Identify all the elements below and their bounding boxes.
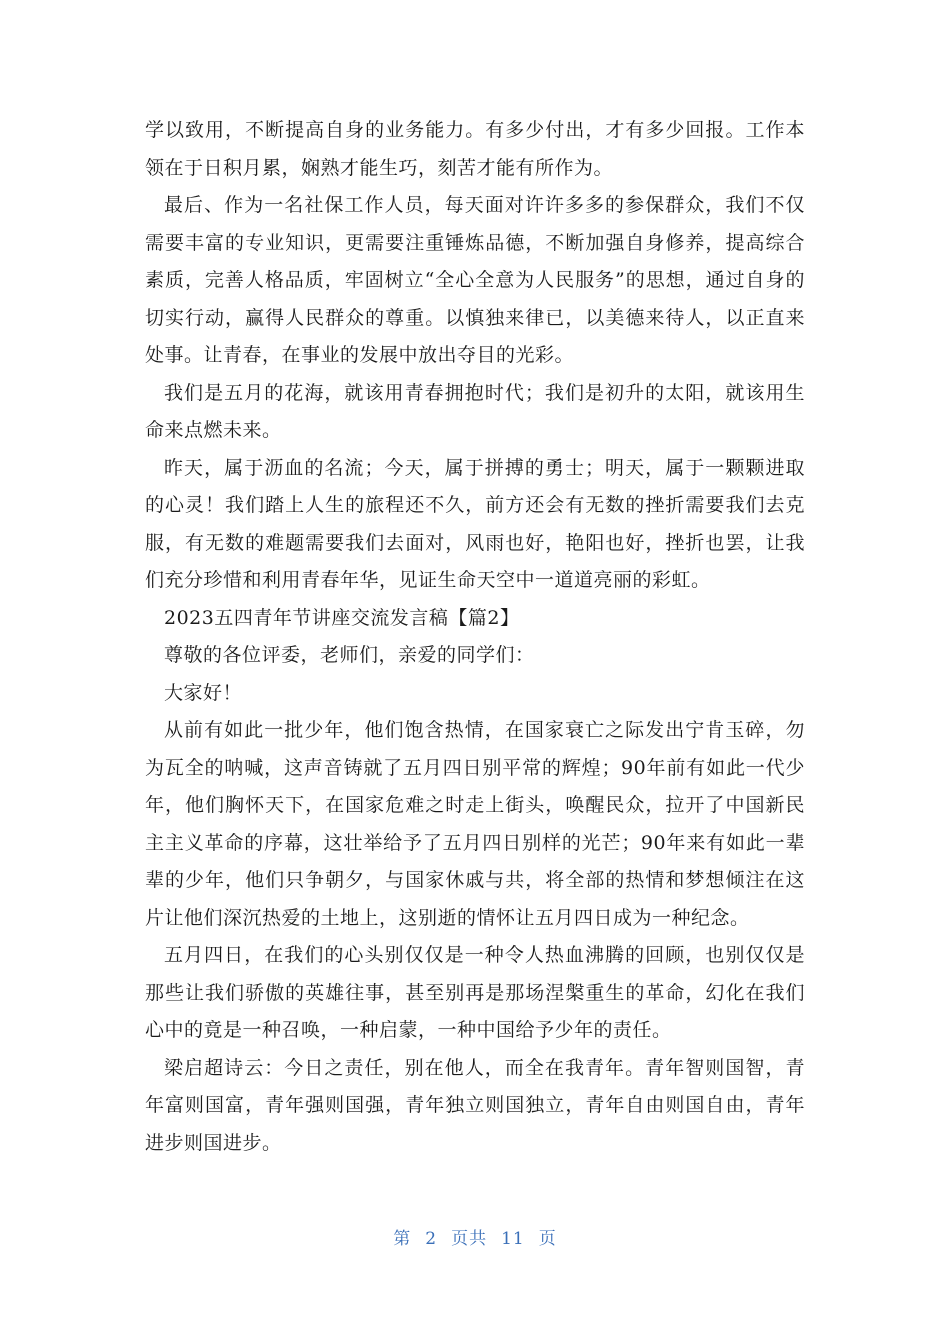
salutation: 尊敬的各位评委，老师们，亲爱的同学们： [164, 644, 535, 666]
paragraph: 昨天，属于沥血的名流；今天，属于拼搏的勇士；明天，属于一颗颗进取的心灵！我们踏上人生的旅程还不久，前方还会有无数的挫折需要我们去克服，有无数的难题需要我们去面对，风雨也好，艳阳也好，挫折也罢，让我们充分珍惜和利用青春年华，见证生命天空中一道道亮丽的彩虹。 [145, 456, 805, 591]
section-heading: 2023五四青年节讲座交流发言稿【篇2】 [164, 606, 520, 629]
paragraph: 梁启超诗云：今日之责任，别在他人，而全在我青年。青年智则国智，青年富则国富，青年强则国强，青年独立则国独立，青年自由则国自由，青年进步则国进步。 [145, 1056, 805, 1154]
footer-suffix: 页 [538, 1229, 557, 1249]
paragraph: 我们是五月的花海，就该用青春拥抱时代；我们是初升的太阳，就该用生命来点燃未来。 [145, 381, 805, 441]
paragraph: 学以致用，不断提高自身的业务能力。有多少付出，才有多少回报。工作本领在于日积月累，娴熟才能生巧，刻苦才能有所作为。 [145, 119, 805, 179]
document-body [145, 112, 805, 1162]
footer-prefix: 第 [393, 1229, 412, 1249]
footer-total-pages: 11 [501, 1229, 525, 1249]
paragraph: 五月四日，在我们的心头别仅仅是一种令人热血沸腾的回顾，也别仅仅是那些让我们骄傲的英雄往事，甚至别再是那场涅槃重生的革命，幻化在我们心中的竟是一种召唤，一种启蒙，一种中国给予少年的责任。 [145, 944, 805, 1041]
page-footer [0, 1224, 950, 1249]
paragraph: 从前有如此一批少年，他们饱含热情，在国家衰亡之际发出宁肯玉碎，勿为瓦全的呐喊，这声音铸就了五月四日别平常的辉煌；90年前有如此一代少年，他们胸怀天下，在国家危难之时走上街头，唤醒民众，拉开了中国新民主主义革命的序幕，这壮举给予了五月四日别样的光芒；90年来有如此一辈辈的少年，他们只争朝夕，与国家休戚与共，将全部的热情和梦想倾注在这片让他们深沉热爱的土地上，这别逝的情怀让五月四日成为一种纪念。 [145, 719, 805, 929]
greeting: 大家好！ [164, 681, 243, 704]
footer-middle: 页共 [451, 1229, 488, 1249]
footer-page-number: 2 [425, 1229, 438, 1249]
paragraph: 最后、作为一名社保工作人员，每天面对许许多多的参保群众，我们不仅需要丰富的专业知识，更需要注重锤炼品德，不断加强自身修养，提高综合素质，完善人格品质，牢固树立“全心全意为人民服务”的思想，通过自身的切实行动，赢得人民群众的尊重。以慎独来律已，以美德来待人，以正直来处事。让青春，在事业的发展中放出夺目的光彩。 [145, 194, 805, 366]
